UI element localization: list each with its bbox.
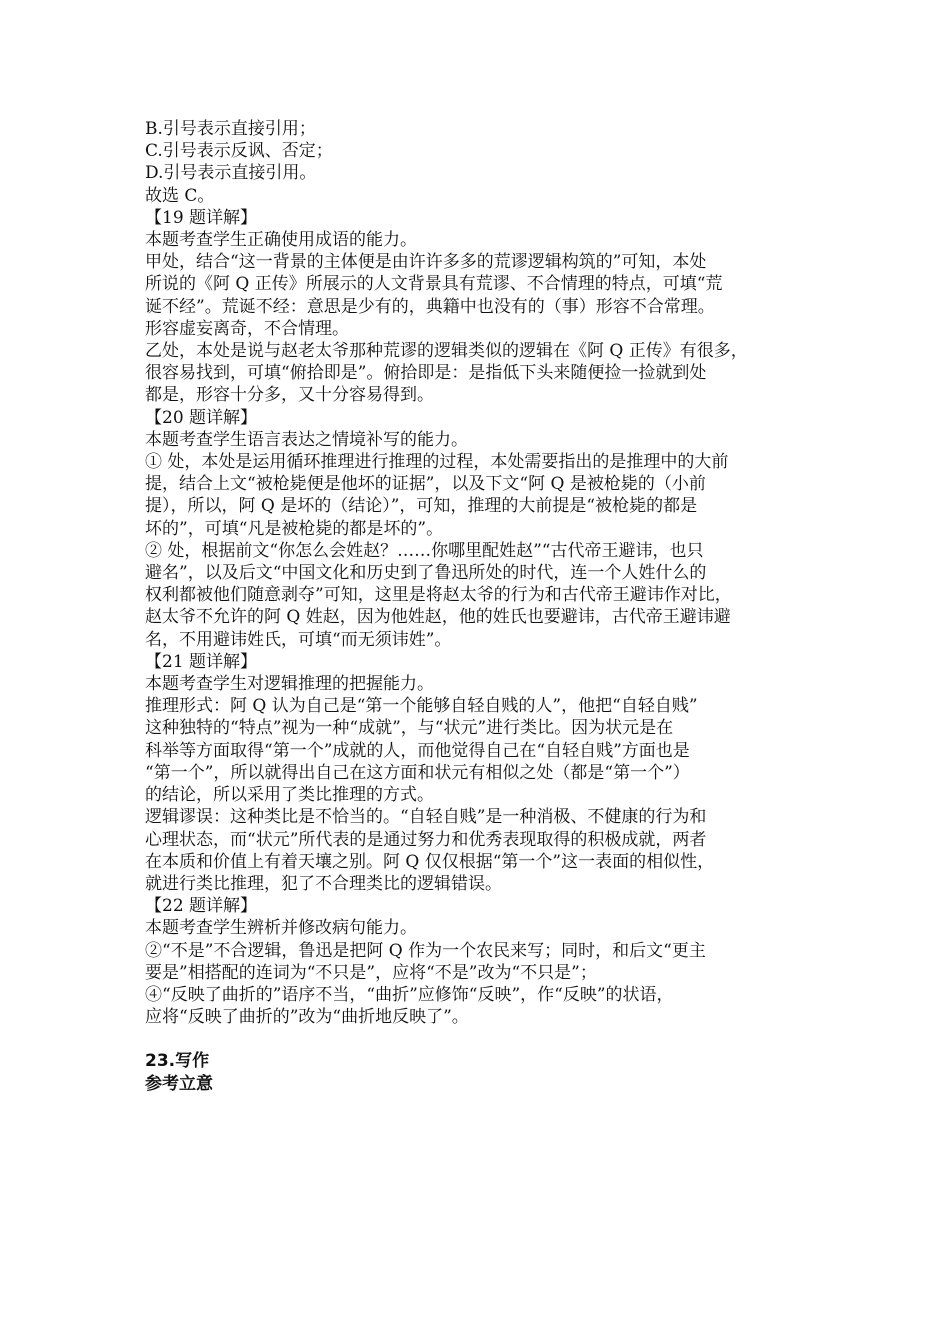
text-line: 都是，形容十分多，又十分容易得到。: [145, 385, 434, 406]
text-line: 形容虚妄离奇，不合情理。: [145, 318, 349, 339]
text-line: 科举等方面取得“第一个”成就的人，而他觉得自己在“自轻自贱”方面也是: [145, 740, 690, 761]
text-line: 提），所以，阿 Q 是坏的（结论）”，可知，推理的大前提是“被枪毙的都是: [145, 496, 698, 517]
text-line: ②“不是”不合逻辑，鲁迅是把阿 Q 作为一个农民来写；同时，和后文“更主: [145, 940, 706, 961]
text-line: 本题考查学生对逻辑推理的把握能力。: [145, 674, 434, 695]
text-line: 本题考查学生正确使用成语的能力。: [145, 230, 417, 251]
text-line: B.引号表示直接引用；: [145, 119, 316, 139]
writing-section: [145, 1050, 825, 1094]
writing-title: 23.写作: [145, 1051, 210, 1072]
text-line: 故选 C。: [145, 185, 215, 206]
text-line: “第一个”，所以就得出自己在这方面和状元有相似之处（都是“第一个”）: [145, 762, 690, 783]
text-line: 乙处，本处是说与赵老太爷那种荒谬的逻辑类似的逻辑在《阿 Q 正传》有很多，: [145, 341, 748, 362]
text-line: ① 处，本处是运用循环推理进行推理的过程，本处需要指出的是推理中的大前: [145, 452, 729, 473]
section-heading-20: 【20 题详解】: [145, 407, 258, 428]
text-line: 坏的”，可填“凡是被枪毙的都是坏的”。: [145, 518, 444, 539]
text-line: 所说的《阿 Q 正传》所展示的人文背景具有荒谬、不合情理的特点，可填“荒: [145, 274, 723, 295]
text-line: 逻辑谬误：这种类比是不恰当的。“自轻自贱”是一种消极、不健康的行为和: [145, 807, 707, 828]
text-line: 很容易找到，可填“俯拾即是”。俯拾即是：是指低下头来随便捡一捡就到处: [145, 363, 707, 384]
spacer: [145, 1028, 825, 1050]
text-line: 名，不用避讳姓氏，可填“而无须讳姓”。: [145, 629, 452, 650]
document-page: [145, 118, 825, 1095]
writing-subtitle: 参考立意: [145, 1073, 213, 1094]
text-line: ④“反映了曲折的”语序不当，“曲折”应修饰“反映”，作“反映”的状语，: [145, 984, 674, 1005]
section-heading-21: 【21 题详解】: [145, 651, 258, 672]
text-line: 心理状态，而“状元”所代表的是通过努力和优秀表现取得的积极成就，两者: [145, 829, 707, 850]
answer-explanations: [145, 118, 825, 1028]
text-line: 权利都被他们随意剥夺”可知，这里是将赵太爷的行为和古代帝王避讳作对比，: [145, 585, 732, 606]
text-line: ② 处，根据前文“你怎么会姓赵？……你哪里配姓赵”“古代帝王避讳，也只: [145, 540, 704, 561]
text-line: 避名”，以及后文“中国文化和历史到了鲁迅所处的时代，连一个人姓什么的: [145, 563, 707, 584]
text-line: 诞不经”。荒诞不经：意思是少有的，典籍中也没有的（事）形容不合常理。: [145, 296, 715, 317]
text-line: 的结论，所以采用了类比推理的方式。: [145, 785, 434, 806]
text-line: 就进行类比推理，犯了不合理类比的逻辑错误。: [145, 873, 502, 894]
text-line: C.引号表示反讽、否定；: [145, 141, 333, 162]
section-heading-22: 【22 题详解】: [145, 896, 258, 917]
text-line: 这种独特的“特点”视为一种“成就”，与“状元”进行类比。因为状元是在: [145, 718, 674, 739]
text-line: 推理形式：阿 Q 认为自己是“第一个能够自轻自贱的人”，他把“自轻自贱”: [145, 696, 698, 717]
text-line: 要是”相搭配的连词为“不只是”，应将“不是”改为“不只是”；: [145, 962, 597, 983]
text-line: 本题考查学生语言表达之情境补写的能力。: [145, 429, 468, 450]
text-line: 在本质和价值上有着天壤之别。阿 Q 仅仅根据“第一个”这一表面的相似性，: [145, 851, 715, 872]
text-line: 本题考查学生辨析并修改病句能力。: [145, 918, 417, 939]
text-line: 应将“反映了曲折的”改为“曲折地反映了”。: [145, 1007, 469, 1028]
text-line: 提，结合上文“被枪毙便是他坏的证据”，以及下文“阿 Q 是被枪毙的（小前: [145, 474, 706, 495]
text-line: 赵太爷不允许的阿 Q 姓赵，因为他姓赵，他的姓氏也要避讳，古代帝王避讳避: [145, 607, 731, 628]
section-heading-19: 【19 题详解】: [145, 207, 258, 228]
text-line: 甲处，结合“这一背景的主体便是由许许多多的荒谬逻辑构筑的”可知，本处: [145, 252, 707, 273]
text-line: D.引号表示直接引用。: [145, 163, 317, 184]
